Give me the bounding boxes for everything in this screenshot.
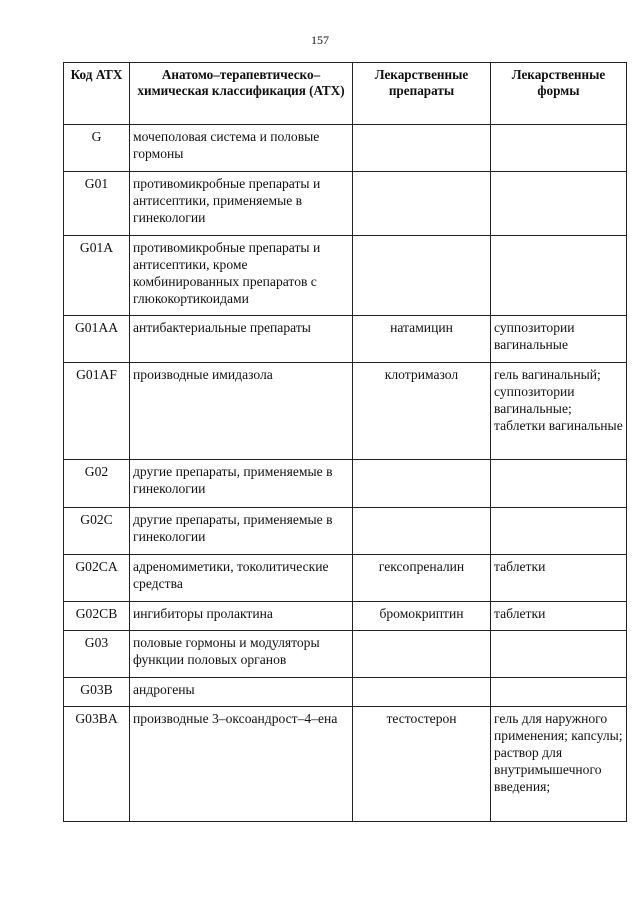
header-classification: Анатомо–терапевтическо–химическая классификация (АТХ) [130,63,353,125]
cell-drug [353,172,491,236]
table-row [64,602,627,631]
cell-code: G03BA [64,707,130,822]
cell-code: G02CA [64,555,130,602]
cell-drug: клотримазол [353,363,491,460]
table-row [64,508,627,555]
cell-form: гель вагинальный; суппозитории вагинальные; таблетки вагинальные [491,363,627,460]
table-row [64,707,627,822]
cell-drug [353,678,491,707]
cell-drug [353,125,491,172]
table-header-row [64,63,627,125]
cell-code: G02CB [64,602,130,631]
header-forms: Лекарственные формы [491,63,627,125]
cell-classification: производные 3–оксоандрост–4–ена [130,707,353,822]
cell-classification: противомикробные препараты и антисептики, применяемые в гинекологии [130,172,353,236]
cell-form: гель для наружного применения; капсулы; раствор для внутримышечного введения; [491,707,627,822]
cell-form [491,508,627,555]
cell-code: G [64,125,130,172]
cell-code: G02 [64,460,130,508]
table-row [64,460,627,508]
cell-drug: бромокриптин [353,602,491,631]
table-row [64,631,627,678]
cell-drug: гексопреналин [353,555,491,602]
cell-classification: адреномиметики, токолитические средства [130,555,353,602]
cell-form [491,236,627,316]
cell-drug [353,508,491,555]
table-row [64,236,627,316]
header-code: Код АТХ [64,63,130,125]
cell-form [491,631,627,678]
cell-drug: натамицин [353,316,491,363]
table-row [64,125,627,172]
cell-form: суппозитории вагинальные [491,316,627,363]
table-row [64,363,627,460]
cell-drug [353,631,491,678]
cell-classification: андрогены [130,678,353,707]
cell-classification: антибактериальные препараты [130,316,353,363]
cell-code: G01A [64,236,130,316]
cell-classification: другие препараты, применяемые в гинекологии [130,508,353,555]
cell-classification: производные имидазола [130,363,353,460]
cell-code: G01 [64,172,130,236]
header-drugs: Лекарственные препараты [353,63,491,125]
cell-code: G03B [64,678,130,707]
page-number: 157 [311,33,329,47]
cell-classification: другие препараты, применяемые в гинекологии [130,460,353,508]
cell-classification: мочеполовая система и половые гормоны [130,125,353,172]
cell-classification: ингибиторы пролактина [130,602,353,631]
atx-table [63,62,627,822]
cell-code: G03 [64,631,130,678]
cell-classification: половые гормоны и модуляторы функции половых органов [130,631,353,678]
cell-form [491,678,627,707]
table-row [64,555,627,602]
cell-code: G01AA [64,316,130,363]
table-row [64,172,627,236]
table-row [64,678,627,707]
cell-form: таблетки [491,602,627,631]
cell-code: G02C [64,508,130,555]
table-row [64,316,627,363]
cell-drug [353,236,491,316]
cell-code: G01AF [64,363,130,460]
cell-form [491,172,627,236]
cell-drug: тестостерон [353,707,491,822]
cell-classification: противомикробные препараты и антисептики, кроме комбинированных препаратов с глюкокортикоидами [130,236,353,316]
cell-form: таблетки [491,555,627,602]
cell-drug [353,460,491,508]
cell-form [491,125,627,172]
cell-form [491,460,627,508]
